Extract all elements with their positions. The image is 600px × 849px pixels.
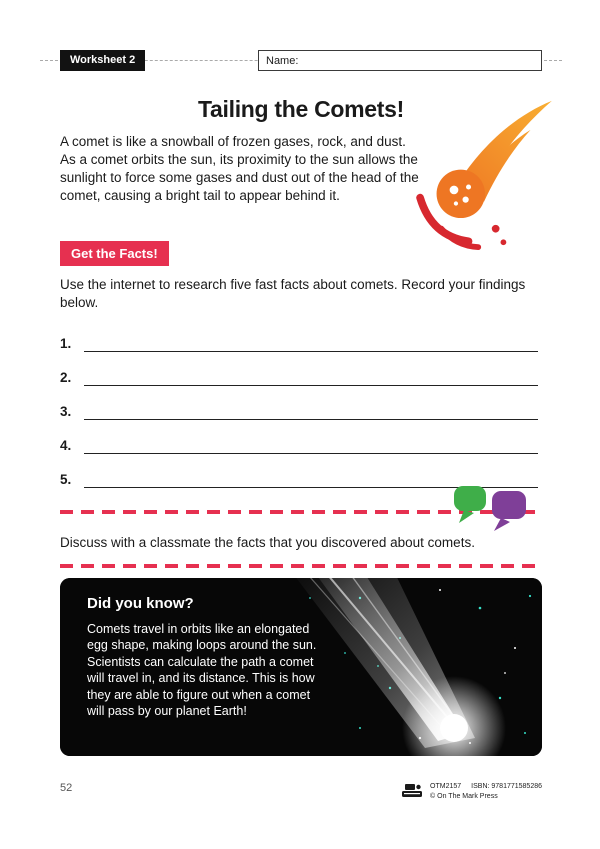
page-title: Tailing the Comets! (198, 96, 404, 122)
fact-answer-line[interactable] (84, 318, 538, 352)
fact-answer-line[interactable] (84, 420, 538, 454)
intro-paragraph: A comet is like a snowball of frozen gases, rock, and dust. As a comet orbits the sun, its proximity to the sun allows the sunlight to force some gases and dust out of the head of the comet, causing a bright tail to appear behind it. (60, 134, 419, 203)
name-field[interactable] (258, 50, 542, 71)
fact-number: 4. (60, 437, 72, 453)
fact-answer-line[interactable] (84, 386, 538, 420)
get-the-facts-badge: Get the Facts! (60, 241, 169, 266)
fact-answer-line[interactable] (84, 352, 538, 386)
dashed-separator (60, 564, 542, 568)
facts-instruction: Use the internet to research five fast facts about comets. Record your findings below. (60, 277, 526, 310)
fact-number: 2. (60, 369, 72, 385)
separator-section (60, 502, 542, 528)
page-number: 52 (60, 781, 73, 794)
fact-answer-line[interactable] (84, 454, 538, 488)
worksheet-label: Worksheet 2 (60, 50, 145, 71)
footer (60, 782, 542, 803)
fact-number: 5. (60, 471, 72, 487)
name-label: Name: (266, 54, 299, 67)
isbn: ISBN: 9781771585286 (471, 782, 542, 790)
fact-number: 1. (60, 335, 72, 351)
facts-list (60, 318, 542, 488)
fact-row (60, 386, 542, 420)
fact-row (60, 352, 542, 386)
did-you-know-box (60, 578, 542, 756)
header (60, 50, 542, 72)
comet-icon (410, 95, 560, 250)
fact-number: 3. (60, 403, 72, 419)
on-the-mark-press-logo (401, 782, 423, 798)
fact-row (60, 318, 542, 352)
did-you-know-heading: Did you know? (87, 594, 194, 612)
intro-section (60, 133, 542, 233)
did-you-know-text: Comets travel in orbits like an elongated egg shape, making loops around the sun. Scientists can calculate the path a comet will travel in, and its distance. This is how they are able to figure out when a comet will pass by our planet Earth! (87, 621, 317, 719)
fact-row (60, 420, 542, 454)
discuss-instruction: Discuss with a classmate the facts that you discovered about comets. (60, 534, 475, 550)
copyright: © On The Mark Press (430, 793, 498, 801)
product-code: OTM2157 (430, 782, 462, 790)
speech-bubbles-icon (454, 484, 534, 534)
fact-row (60, 454, 542, 488)
